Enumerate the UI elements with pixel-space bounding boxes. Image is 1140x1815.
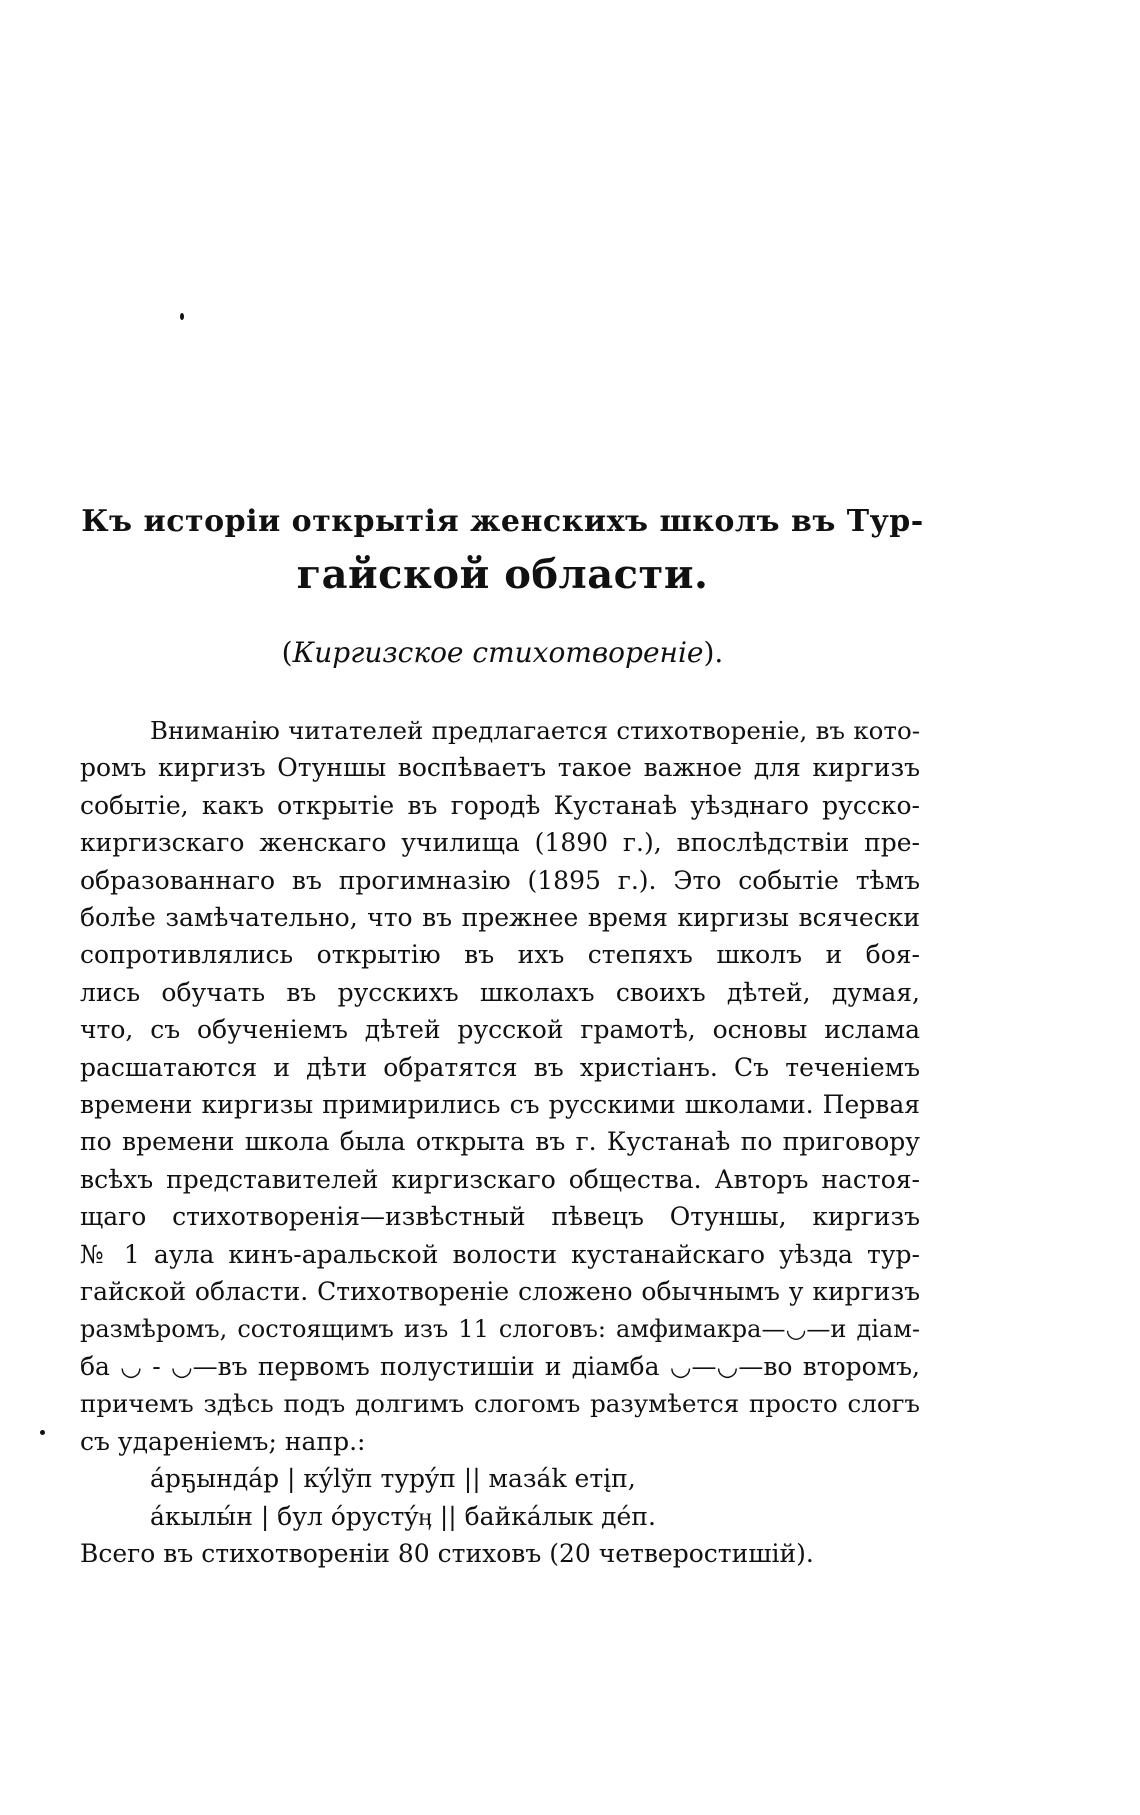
text-line: № 1 аула кинъ-аральской волости кустанайскаго уѣзда тур- <box>80 1239 920 1269</box>
text-line: сопротивлялись открытію въ ихъ степяхъ школъ и боя- <box>80 940 920 970</box>
title-line: гайской области. <box>296 551 709 598</box>
subtitle-text: Киргизское стихотвореніе <box>292 636 704 669</box>
text-line: причемъ здѣсь подъ долгимъ слогомъ разумѣется просто слогъ <box>80 1389 920 1419</box>
text-line: лись обучать въ русскихъ школахъ своихъ дѣтей, думая, <box>80 977 920 1007</box>
subtitle-open-paren: ( <box>281 636 293 669</box>
text-line: размѣромъ, состоящимъ изъ 11 слоговъ: амфимакра—◡—и діам- <box>80 1314 920 1343</box>
title-line: Къ исторіи открытія женскихъ школъ въ Тур- <box>81 504 924 539</box>
text-line: образованнаго въ прогимназію (1895 г.). Это событіе тѣмъ <box>80 865 920 895</box>
text-line: гайской области. Стихотвореніе сложено обычнымъ у киргизъ <box>80 1277 920 1307</box>
text-line: расшатаются и дѣти обратятся въ христіанъ. Съ теченіемъ <box>80 1052 920 1082</box>
text-line: болѣе замѣчательно, что въ прежнее время киргизы всячески <box>80 903 920 933</box>
text-line: ба ◡ - ◡—въ первомъ полустишіи и діамба ◡—◡—во второмъ, <box>80 1351 920 1381</box>
text-line: киргизскаго женскаго училища (1890 г.), впослѣдствіи пре- <box>80 828 920 858</box>
text-line: съ удареніемъ; напр.: <box>80 1426 366 1456</box>
subtitle <box>80 635 925 671</box>
verse-example-line: áрҕындáр | кýlўп турýп || мазák етįп, <box>150 1464 636 1494</box>
print-speck <box>180 313 184 320</box>
text-line: событіе, какъ открытіе въ городѣ Кустанаѣ уѣзднаго русско- <box>80 790 920 820</box>
print-speck <box>40 1430 45 1435</box>
text-line: времени киргизы примирились съ русскими школами. Первая <box>80 1090 920 1120</box>
page-title <box>80 495 925 601</box>
text-line: ромъ киргизъ Отуншы воспѣваетъ такое важное для киргизъ <box>80 753 920 783</box>
body-text <box>80 712 920 1572</box>
subtitle-close-paren: ). <box>703 636 724 669</box>
verse-example-line: áкылы́н | бул óрустýӊ || байкáлык дéп. <box>150 1501 656 1531</box>
text-line: что, съ обученіемъ дѣтей русской грамотѣ, основы ислама <box>80 1015 920 1045</box>
text-line: по времени школа была открыта въ г. Кустанаѣ по приговору <box>80 1127 920 1157</box>
final-line: Всего въ стихотвореніи 80 стиховъ (20 четверостишій). <box>80 1538 814 1568</box>
text-line: Вниманію читателей предлагается стихотвореніе, въ кото- <box>150 716 920 745</box>
text-line: всѣхъ представителей киргизскаго общества. Авторъ настоя- <box>80 1164 920 1194</box>
text-line: щаго стихотворенія—извѣстный пѣвецъ Отуншы, киргизъ <box>80 1202 920 1232</box>
